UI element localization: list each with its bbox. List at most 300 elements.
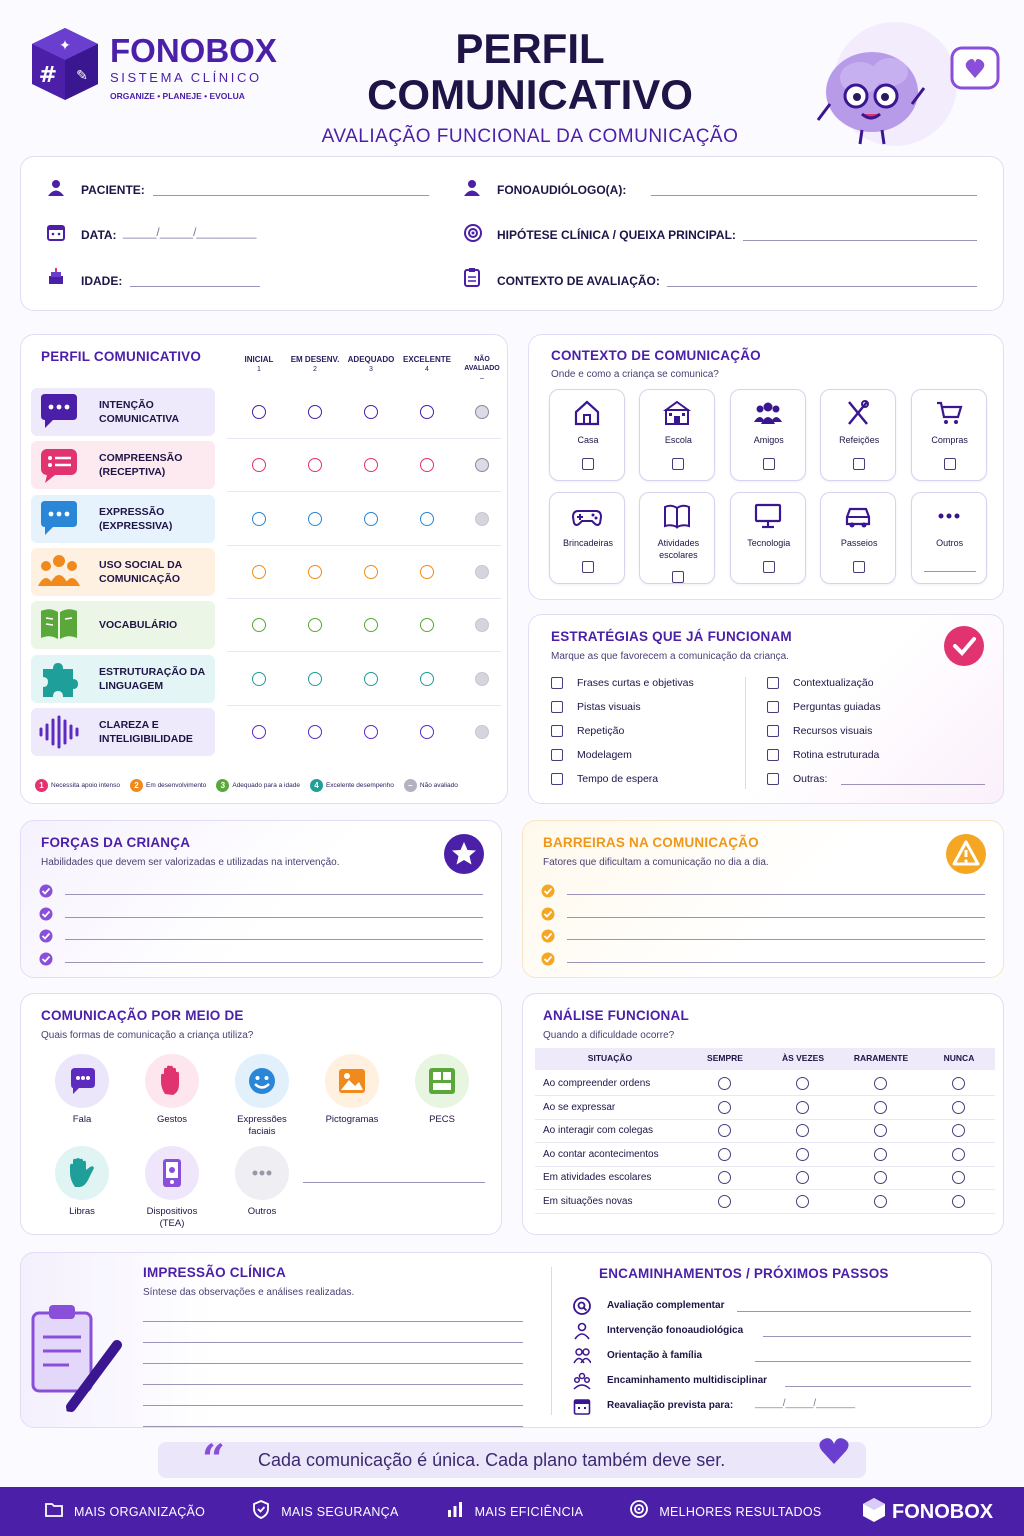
means-title: COMUNICAÇÃO POR MEIO DE xyxy=(41,1008,244,1023)
legend-num: – xyxy=(404,779,417,792)
frequency-radio[interactable] xyxy=(796,1124,809,1137)
reeval-date-field[interactable]: _____/_____/_______ xyxy=(755,1398,856,1409)
functional-row xyxy=(535,1145,995,1167)
rating-radio[interactable] xyxy=(308,565,322,579)
checklist-line[interactable] xyxy=(39,951,483,967)
date-label: DATA: xyxy=(81,228,117,242)
rating-radio[interactable] xyxy=(420,672,434,686)
rating-radio[interactable] xyxy=(420,725,434,739)
profile-column-label: INICIAL xyxy=(244,355,274,364)
profile-row-label-box xyxy=(31,388,215,436)
profile-column-num: – xyxy=(480,375,484,382)
frequency-radio[interactable] xyxy=(874,1101,887,1114)
clipboard-icon xyxy=(463,267,481,292)
context-option-label: Refeições xyxy=(839,435,880,445)
profile-column-headers xyxy=(229,355,505,391)
profile-column-label: EM DESENV. xyxy=(290,355,340,364)
context-option[interactable] xyxy=(639,492,715,584)
frequency-radio[interactable] xyxy=(796,1171,809,1184)
rating-radio[interactable] xyxy=(364,618,378,632)
calendar-icon xyxy=(573,1397,591,1420)
strategy-item[interactable] xyxy=(767,749,879,761)
calendar-icon xyxy=(47,223,65,246)
strategy-item[interactable] xyxy=(767,701,881,713)
means-option-label: PECS xyxy=(429,1114,455,1125)
impression-line[interactable] xyxy=(143,1321,523,1322)
functional-header: SEMPRE xyxy=(707,1053,743,1063)
strategy-checkbox[interactable] xyxy=(551,677,563,689)
context-option-label: Tecnologia xyxy=(747,538,791,548)
referral-field[interactable] xyxy=(755,1361,971,1362)
strategy-checkbox[interactable] xyxy=(767,677,779,689)
checklist-line[interactable] xyxy=(39,883,483,899)
context-option-label: Outros xyxy=(936,538,964,548)
rating-radio[interactable] xyxy=(420,512,434,526)
context-other-field[interactable] xyxy=(924,571,976,572)
rating-radio[interactable] xyxy=(420,565,434,579)
hypothesis-label: HIPÓTESE CLÍNICA / QUEIXA PRINCIPAL: xyxy=(497,228,736,242)
rating-radio[interactable] xyxy=(364,565,378,579)
context-checkbox[interactable] xyxy=(853,561,865,573)
car-icon xyxy=(843,501,873,536)
sign-hand-icon xyxy=(55,1146,109,1200)
rating-radio[interactable] xyxy=(308,618,322,632)
profile-column-label: EXCELENTE xyxy=(402,355,451,364)
strategy-label: Perguntas guiadas xyxy=(793,701,881,713)
legend-item xyxy=(216,779,300,792)
rating-radio[interactable] xyxy=(252,405,266,419)
context-option[interactable] xyxy=(911,389,987,481)
footer-bar xyxy=(0,1487,1024,1536)
svg-text:✦: ✦ xyxy=(59,38,71,54)
svg-text:#: # xyxy=(38,63,58,88)
frequency-radio[interactable] xyxy=(718,1148,731,1161)
barriers-card xyxy=(522,820,1004,978)
strategy-item[interactable] xyxy=(767,773,985,785)
check-circle-icon xyxy=(541,884,555,903)
frequency-radio[interactable] xyxy=(718,1077,731,1090)
frequency-radio[interactable] xyxy=(718,1124,731,1137)
rating-radio[interactable] xyxy=(475,565,489,579)
monitor-icon xyxy=(753,501,783,536)
rating-radio[interactable] xyxy=(252,512,266,526)
footer-item-label: MAIS EFICIÊNCIA xyxy=(474,1504,584,1519)
strategy-label: Contextualização xyxy=(793,677,874,689)
strengths-title: FORÇAS DA CRIANÇA xyxy=(41,835,191,850)
context-checkbox[interactable] xyxy=(672,571,684,583)
check-badge-icon xyxy=(943,625,985,672)
profile-row-label: CLAREZA E INTELIGIBILIDADE xyxy=(99,718,193,745)
profile-row-icon xyxy=(37,659,81,704)
strategy-checkbox[interactable] xyxy=(551,725,563,737)
functional-situation: Em atividades escolares xyxy=(543,1172,652,1183)
functional-row xyxy=(535,1098,995,1120)
rating-radio[interactable] xyxy=(420,458,434,472)
cart-icon xyxy=(934,398,964,433)
footer-item xyxy=(44,1499,205,1524)
referral-label: Encaminhamento multidisciplinar xyxy=(607,1375,768,1386)
heart-icon xyxy=(818,1436,850,1471)
cake-icon xyxy=(47,267,65,290)
means-option-label: Outros xyxy=(247,1206,277,1217)
referral-field[interactable] xyxy=(737,1311,971,1312)
house-icon xyxy=(572,398,602,433)
target-icon xyxy=(463,223,483,248)
strategy-item[interactable] xyxy=(551,677,694,689)
strategy-checkbox[interactable] xyxy=(551,701,563,713)
profile-row-icon xyxy=(37,499,81,544)
means-option-label: Pictogramas xyxy=(325,1114,379,1125)
date-field[interactable]: _____/_____/_________ xyxy=(123,225,257,239)
patient-label: PACIENTE: xyxy=(81,183,145,197)
rating-radio[interactable] xyxy=(364,672,378,686)
context-checkbox[interactable] xyxy=(582,458,594,470)
profile-column-num: 2 xyxy=(313,366,317,373)
context-option[interactable] xyxy=(911,492,987,584)
footer-brand: FONOBOX xyxy=(892,1501,994,1523)
strategy-item[interactable] xyxy=(551,725,624,737)
person-icon xyxy=(573,1322,591,1345)
functional-situation: Ao contar acontecimentos xyxy=(543,1148,659,1160)
checklist-line[interactable] xyxy=(541,906,985,922)
patient-info-card xyxy=(20,156,1004,311)
rating-radio[interactable] xyxy=(364,512,378,526)
strategy-label: Tempo de espera xyxy=(577,773,659,785)
referral-label: Avaliação complementar xyxy=(607,1300,725,1311)
clinician-label: FONOAUDIÓLOGO(A): xyxy=(497,183,627,197)
dots-icon xyxy=(235,1146,289,1200)
referral-label: Reavaliação prevista para: xyxy=(607,1400,734,1411)
context-option[interactable] xyxy=(820,492,896,584)
star-badge-icon xyxy=(443,833,485,880)
context-checkbox[interactable] xyxy=(672,458,684,470)
check-circle-icon xyxy=(39,884,53,903)
means-option[interactable] xyxy=(217,1146,307,1218)
frequency-radio[interactable] xyxy=(952,1171,965,1184)
profile-row xyxy=(31,494,501,544)
rating-radio[interactable] xyxy=(420,405,434,419)
legend-label: Excelente desempenho xyxy=(325,782,394,789)
frequency-radio[interactable] xyxy=(952,1077,965,1090)
context-checkbox[interactable] xyxy=(582,561,594,573)
legend-num: 1 xyxy=(35,779,48,792)
gamepad-icon xyxy=(572,501,602,536)
context-field[interactable] xyxy=(667,286,977,287)
context-checkbox[interactable] xyxy=(853,458,865,470)
strategy-item[interactable] xyxy=(767,677,874,689)
profile-row-label-box xyxy=(31,655,215,703)
frequency-radio[interactable] xyxy=(874,1171,887,1184)
frequency-radio[interactable] xyxy=(952,1124,965,1137)
frequency-radio[interactable] xyxy=(796,1077,809,1090)
means-option[interactable] xyxy=(307,1054,397,1126)
impression-card xyxy=(20,1252,992,1428)
page-subtitle: AVALIAÇÃO FUNCIONAL DA COMUNICAÇÃO xyxy=(321,126,739,147)
context-checkbox[interactable] xyxy=(763,458,775,470)
family-icon xyxy=(573,1347,591,1370)
warning-badge-icon xyxy=(945,833,987,880)
strategy-label: Rotina estruturada xyxy=(793,749,880,761)
brand-tagline: ORGANIZE • PLANEJE • EVOLUA xyxy=(110,91,245,101)
functional-subtitle: Quando a dificuldade ocorre? xyxy=(543,1030,675,1041)
profile-row-label: EXPRESSÃO (EXPRESSIVA) xyxy=(99,505,173,532)
rating-radio[interactable] xyxy=(252,725,266,739)
strategy-checkbox[interactable] xyxy=(767,725,779,737)
strategy-item[interactable] xyxy=(551,773,658,785)
rating-radio[interactable] xyxy=(308,405,322,419)
legend-label: Não avaliado xyxy=(419,782,458,789)
clinician-field[interactable] xyxy=(651,195,977,196)
profile-column-header xyxy=(456,355,508,382)
bar-chart-icon xyxy=(445,1499,465,1524)
rating-radio[interactable] xyxy=(420,618,434,632)
footer-item xyxy=(629,1499,821,1524)
functional-card xyxy=(522,993,1004,1235)
frequency-radio[interactable] xyxy=(874,1148,887,1161)
legend-num: 2 xyxy=(130,779,143,792)
profile-row xyxy=(31,600,501,650)
barriers-title: BARREIRAS NA COMUNICAÇÃO xyxy=(543,835,759,850)
checklist-line[interactable] xyxy=(39,906,483,922)
impression-line[interactable] xyxy=(143,1363,523,1364)
referral-item[interactable] xyxy=(573,1297,993,1317)
profile-row xyxy=(31,654,501,704)
strategy-label: Outras: xyxy=(793,773,828,785)
referral-field[interactable] xyxy=(785,1386,971,1387)
frequency-radio[interactable] xyxy=(796,1101,809,1114)
means-option-label: Dispositivos (TEA) xyxy=(146,1206,198,1229)
rating-radio[interactable] xyxy=(252,458,266,472)
legend-num: 4 xyxy=(310,779,323,792)
legend-label: Necessita apoio intenso xyxy=(51,782,121,789)
context-title: CONTEXTO DE COMUNICAÇÃO xyxy=(551,348,761,363)
brand-logo xyxy=(30,26,100,102)
referral-item[interactable] xyxy=(573,1322,993,1342)
check-circle-icon xyxy=(541,952,555,971)
profile-column-header xyxy=(401,355,453,373)
functional-situation: Ao compreender ordens xyxy=(543,1078,651,1089)
rating-radio[interactable] xyxy=(475,725,489,739)
rating-radio[interactable] xyxy=(308,725,322,739)
frequency-radio[interactable] xyxy=(796,1148,809,1161)
profile-column-header xyxy=(233,355,285,373)
profile-row-icon xyxy=(37,445,81,490)
referral-field[interactable] xyxy=(763,1336,971,1337)
rating-radio[interactable] xyxy=(475,618,489,632)
frequency-radio[interactable] xyxy=(718,1171,731,1184)
context-option-label: Atividades escolares xyxy=(657,538,700,560)
rating-radio[interactable] xyxy=(364,405,378,419)
rating-radio[interactable] xyxy=(308,672,322,686)
profile-row-label-box xyxy=(31,601,215,649)
functional-row xyxy=(535,1121,995,1143)
strategy-item[interactable] xyxy=(767,725,872,737)
checklist-line[interactable] xyxy=(541,928,985,944)
rating-radio[interactable] xyxy=(308,512,322,526)
strengths-card xyxy=(20,820,502,978)
impression-line[interactable] xyxy=(143,1426,523,1427)
context-option[interactable] xyxy=(730,389,806,481)
hypothesis-field[interactable] xyxy=(743,240,977,241)
profile-row-label: ESTRUTURAÇÃO DA LINGUAGEM xyxy=(99,665,205,692)
profile-column-num: 3 xyxy=(369,366,373,373)
functional-header: RARAMENTE xyxy=(853,1053,909,1063)
rating-radio[interactable] xyxy=(475,458,489,472)
profile-row xyxy=(31,707,501,757)
functional-header: ÀS VEZES xyxy=(781,1053,825,1063)
profile-row xyxy=(31,387,501,437)
strategy-label: Modelagem xyxy=(577,749,632,761)
impression-line[interactable] xyxy=(143,1384,523,1385)
strategy-label: Repetição xyxy=(577,725,625,737)
functional-header: NUNCA xyxy=(943,1053,975,1063)
image-icon xyxy=(325,1054,379,1108)
rating-radio[interactable] xyxy=(252,618,266,632)
profile-column-label: NÃO AVALIADO xyxy=(464,356,500,372)
context-checkbox[interactable] xyxy=(944,458,956,470)
context-option[interactable] xyxy=(639,389,715,481)
strategies-title: ESTRATÉGIAS QUE JÁ FUNCIONAM xyxy=(551,629,792,644)
frequency-radio[interactable] xyxy=(796,1195,809,1208)
strategy-item[interactable] xyxy=(551,701,641,713)
context-option-label: Brincadeiras xyxy=(562,538,614,548)
footer-item-label: MELHORES RESULTADOS xyxy=(659,1504,822,1519)
profile-row-label-box xyxy=(31,495,215,543)
functional-situation: Ao interagir com colegas xyxy=(543,1125,654,1136)
strategy-checkbox[interactable] xyxy=(767,749,779,761)
profile-row-label: VOCABULÁRIO xyxy=(99,619,178,632)
context-option[interactable] xyxy=(549,389,625,481)
frequency-radio[interactable] xyxy=(718,1101,731,1114)
context-checkbox[interactable] xyxy=(763,561,775,573)
target-icon xyxy=(629,1499,649,1524)
functional-title: ANÁLISE FUNCIONAL xyxy=(543,1008,689,1023)
quote-mark-icon: “ xyxy=(202,1436,226,1483)
footer-logo-icon xyxy=(862,1497,886,1528)
means-option[interactable] xyxy=(127,1146,217,1230)
profile-row xyxy=(31,547,501,597)
strategy-checkbox[interactable] xyxy=(551,773,563,785)
rating-radio[interactable] xyxy=(475,672,489,686)
means-option[interactable] xyxy=(37,1054,127,1126)
legend-item xyxy=(35,779,120,792)
referral-item[interactable] xyxy=(573,1347,993,1367)
context-option-label: Casa xyxy=(577,435,599,445)
check-circle-icon xyxy=(39,929,53,948)
profile-row-icon xyxy=(37,392,81,437)
context-option[interactable] xyxy=(730,492,806,584)
context-option[interactable] xyxy=(549,492,625,584)
profile-row-icon xyxy=(37,712,81,757)
speech-icon xyxy=(55,1054,109,1108)
footer-item xyxy=(251,1499,398,1524)
svg-text:✎: ✎ xyxy=(76,68,88,84)
means-other-field[interactable] xyxy=(303,1182,485,1183)
frequency-radio[interactable] xyxy=(874,1195,887,1208)
means-option[interactable] xyxy=(397,1054,487,1126)
profile-row-icon xyxy=(37,552,81,597)
rating-radio[interactable] xyxy=(475,405,489,419)
profile-row-label-box xyxy=(31,548,215,596)
means-option[interactable] xyxy=(127,1054,217,1126)
profile-row-label-box xyxy=(31,708,215,756)
means-option[interactable] xyxy=(217,1054,307,1138)
clinician-icon xyxy=(463,179,481,202)
team-icon xyxy=(573,1372,591,1395)
impression-line[interactable] xyxy=(143,1405,523,1406)
profile-row-label: USO SOCIAL DA COMUNICAÇÃO xyxy=(99,558,182,585)
referral-item[interactable] xyxy=(573,1372,993,1392)
rating-radio[interactable] xyxy=(252,565,266,579)
referral-label: Intervenção fonoaudiológica xyxy=(607,1325,744,1336)
check-circle-icon xyxy=(39,907,53,926)
functional-header-row xyxy=(535,1048,995,1070)
checklist-line[interactable] xyxy=(541,883,985,899)
rating-radio[interactable] xyxy=(364,725,378,739)
rating-radio[interactable] xyxy=(252,672,266,686)
strategy-checkbox[interactable] xyxy=(551,749,563,761)
impression-line[interactable] xyxy=(143,1342,523,1343)
profile-row-label: COMPREENSÃO (RECEPTIVA) xyxy=(99,452,183,479)
means-subtitle: Quais formas de comunicação a criança utiliza? xyxy=(41,1030,254,1041)
strategy-item[interactable] xyxy=(551,749,632,761)
referral-item[interactable] xyxy=(573,1397,993,1417)
context-card xyxy=(528,334,1004,600)
checklist-line[interactable] xyxy=(39,928,483,944)
functional-row xyxy=(535,1192,995,1214)
legend-item xyxy=(130,779,206,792)
footer-item xyxy=(445,1499,584,1524)
age-label: IDADE: xyxy=(81,274,123,288)
patient-field[interactable] xyxy=(153,195,429,196)
rating-radio[interactable] xyxy=(308,458,322,472)
age-field[interactable] xyxy=(130,286,260,287)
person-icon xyxy=(47,179,65,202)
context-label: CONTEXTO DE AVALIAÇÃO: xyxy=(497,274,660,288)
strategy-other-field[interactable] xyxy=(841,784,985,785)
legend-label: Adequado para a idade xyxy=(232,782,300,789)
frequency-radio[interactable] xyxy=(952,1195,965,1208)
frequency-radio[interactable] xyxy=(718,1195,731,1208)
functional-situation: Ao se expressar xyxy=(543,1101,616,1113)
brain-mascot-icon xyxy=(800,20,1010,148)
legend-label: Em desenvolvimento xyxy=(146,782,207,789)
frequency-radio[interactable] xyxy=(952,1101,965,1114)
context-option[interactable] xyxy=(820,389,896,481)
profile-column-label: ADEQUADO xyxy=(347,355,395,364)
footer-item-label: MAIS ORGANIZAÇÃO xyxy=(74,1504,206,1519)
rating-radio[interactable] xyxy=(475,512,489,526)
frequency-radio[interactable] xyxy=(874,1124,887,1137)
strategy-checkbox[interactable] xyxy=(767,773,779,785)
context-option-label: Amigos xyxy=(753,435,784,445)
frequency-radio[interactable] xyxy=(952,1148,965,1161)
frequency-radio[interactable] xyxy=(874,1077,887,1090)
functional-header: SITUAÇÃO xyxy=(587,1053,633,1063)
footer-item-label: MAIS SEGURANÇA xyxy=(281,1504,399,1519)
context-option-label: Escola xyxy=(664,435,692,445)
profile-row-label-box xyxy=(31,441,215,489)
checklist-line[interactable] xyxy=(541,951,985,967)
strategy-checkbox[interactable] xyxy=(767,701,779,713)
means-option[interactable] xyxy=(37,1146,127,1218)
profile-column-num: 1 xyxy=(257,366,261,373)
friends-icon xyxy=(753,398,783,433)
functional-row xyxy=(535,1168,995,1190)
profile-column-header xyxy=(345,355,397,373)
referral-label: Orientação à família xyxy=(607,1350,703,1361)
rating-radio[interactable] xyxy=(364,458,378,472)
